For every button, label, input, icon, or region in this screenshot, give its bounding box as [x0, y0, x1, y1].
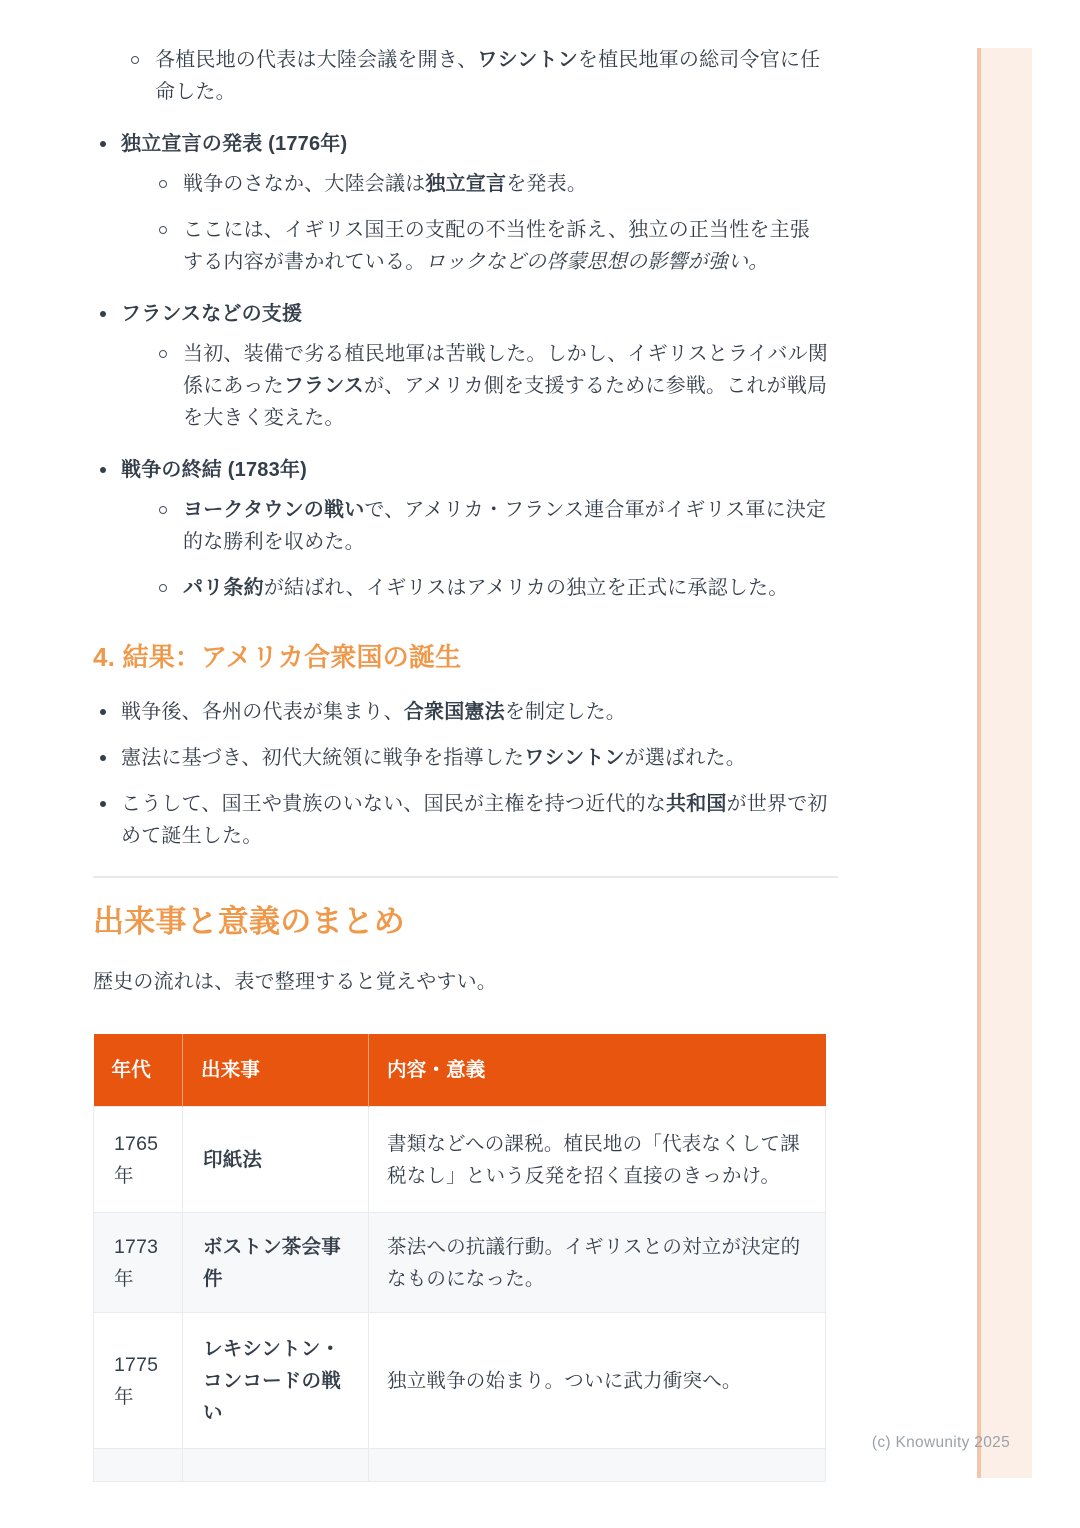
page-scroll-indicator[interactable] [977, 48, 1032, 1478]
list-item-declaration [93, 128, 838, 278]
result-list [93, 696, 838, 852]
war-events-list [93, 128, 838, 604]
column-header-meaning: 内容・意義 [369, 1034, 826, 1107]
table-row [94, 1213, 826, 1313]
continued-sub-list [127, 44, 838, 108]
text-run: を発表。 [506, 173, 588, 195]
text-run: こうして、国王や貴族のいない、国民が主権を持つ近代的な [121, 793, 666, 815]
text-run: で、アメリカ・フランス連合軍がイギリス軍に決定的な勝利を収めた。 [183, 499, 827, 553]
text-run: が、アメリカ側を支援するために参戦。これが戦局を大きく変えた。 [183, 375, 828, 429]
list-item-france-support [93, 298, 838, 434]
list-item [93, 788, 838, 852]
text-run-bold: ヨークタウンの戦い [183, 499, 365, 521]
text-run-bold: 合衆国憲法 [403, 701, 505, 723]
text-run-bold: フランス [283, 375, 365, 397]
text-run-bold: ワシントン [524, 747, 625, 769]
list-item [155, 338, 838, 434]
list-item [93, 696, 838, 728]
section-divider [93, 876, 838, 878]
column-header-year: 年代 [94, 1034, 183, 1107]
text-run: が世界で初めて誕生した。 [121, 793, 828, 847]
table-row [94, 1449, 826, 1482]
cell-year: 1775年 [94, 1313, 183, 1449]
cell-year [94, 1449, 183, 1482]
copyright-text: (c) Knowunity 2025 [871, 1434, 1010, 1451]
text-run-bold: ワシントン [477, 49, 578, 71]
list-item [93, 742, 838, 774]
text-run: 当初、装備で劣る植民地軍は苦戦した。しかし、イギリスとライバル関係にあった [183, 343, 828, 397]
text-run-bold: パリ条約 [183, 577, 264, 599]
text-run: が選ばれた。 [624, 747, 746, 769]
document-content [93, 44, 838, 1482]
cell-desc: 書類などへの課税。植民地の「代表なくして課税なし」という反発を招く直接のきっかけ。 [369, 1107, 826, 1213]
text-run: 憲法に基づき、初代大統領に戦争を指導した [121, 747, 525, 769]
text-run: 各植民地の代表は大陸会議を開き、 [155, 49, 478, 71]
list-item [155, 494, 838, 558]
text-run: ここには、イギリス国王の支配の不当性を訴え、独立の正当性を主張する内容が書かれている。 [183, 219, 810, 273]
sub-list [155, 338, 838, 434]
cell-event [183, 1449, 369, 1482]
section-heading-result: 4. 結果：アメリカ合衆国の誕生 [93, 642, 462, 672]
list-item-title: フランスなどの支援 [121, 303, 303, 325]
table-header [94, 1034, 826, 1107]
cell-desc: 独立戦争の始まり。ついに武力衝突へ。 [369, 1313, 826, 1449]
list-item-title: 独立宣言の発表 (1776年) [121, 133, 348, 155]
list-item [155, 572, 838, 604]
text-run-bold: 共和国 [666, 793, 727, 815]
text-run-bold: 独立宣言 [425, 173, 507, 195]
table-row [94, 1107, 826, 1213]
text-run: が結ばれ、イギリスはアメリカの独立を正式に承認した。 [263, 577, 789, 599]
text-run: 戦争のさなか、大陸会議は [183, 173, 426, 195]
list-item-title: 戦争の終結 (1783年) [121, 459, 307, 481]
text-run-italic: ロックなどの啓蒙思想の影響が強い。 [425, 251, 769, 273]
cell-desc [369, 1449, 826, 1482]
text-run: を制定した。 [504, 701, 627, 723]
cell-year: 1773年 [94, 1213, 183, 1313]
list-item-war-end [93, 454, 838, 604]
events-summary-table [93, 1034, 826, 1482]
cell-year: 1765年 [94, 1107, 183, 1213]
sub-list [155, 168, 838, 278]
summary-intro-text: 歴史の流れは、表で整理すると覚えやすい。 [93, 971, 497, 993]
list-item [155, 214, 838, 278]
column-header-event: 出来事 [183, 1034, 369, 1107]
table-row [94, 1313, 826, 1449]
list-item [155, 168, 838, 200]
cell-event: 印紙法 [183, 1107, 369, 1213]
text-run: を植民地軍の総司令官に任命した。 [155, 49, 821, 103]
cell-event: ボストン茶会事件 [183, 1213, 369, 1313]
section-heading-summary: 出来事と意義のまとめ [93, 904, 405, 939]
text-run: 戦争後、各州の代表が集まり、 [121, 701, 404, 723]
cell-desc: 茶法への抗議行動。イギリスとの対立が決定的なものになった。 [369, 1213, 826, 1313]
sub-list [155, 494, 838, 604]
list-item [127, 44, 838, 108]
cell-event: レキシントン・コンコードの戦い [183, 1313, 369, 1449]
